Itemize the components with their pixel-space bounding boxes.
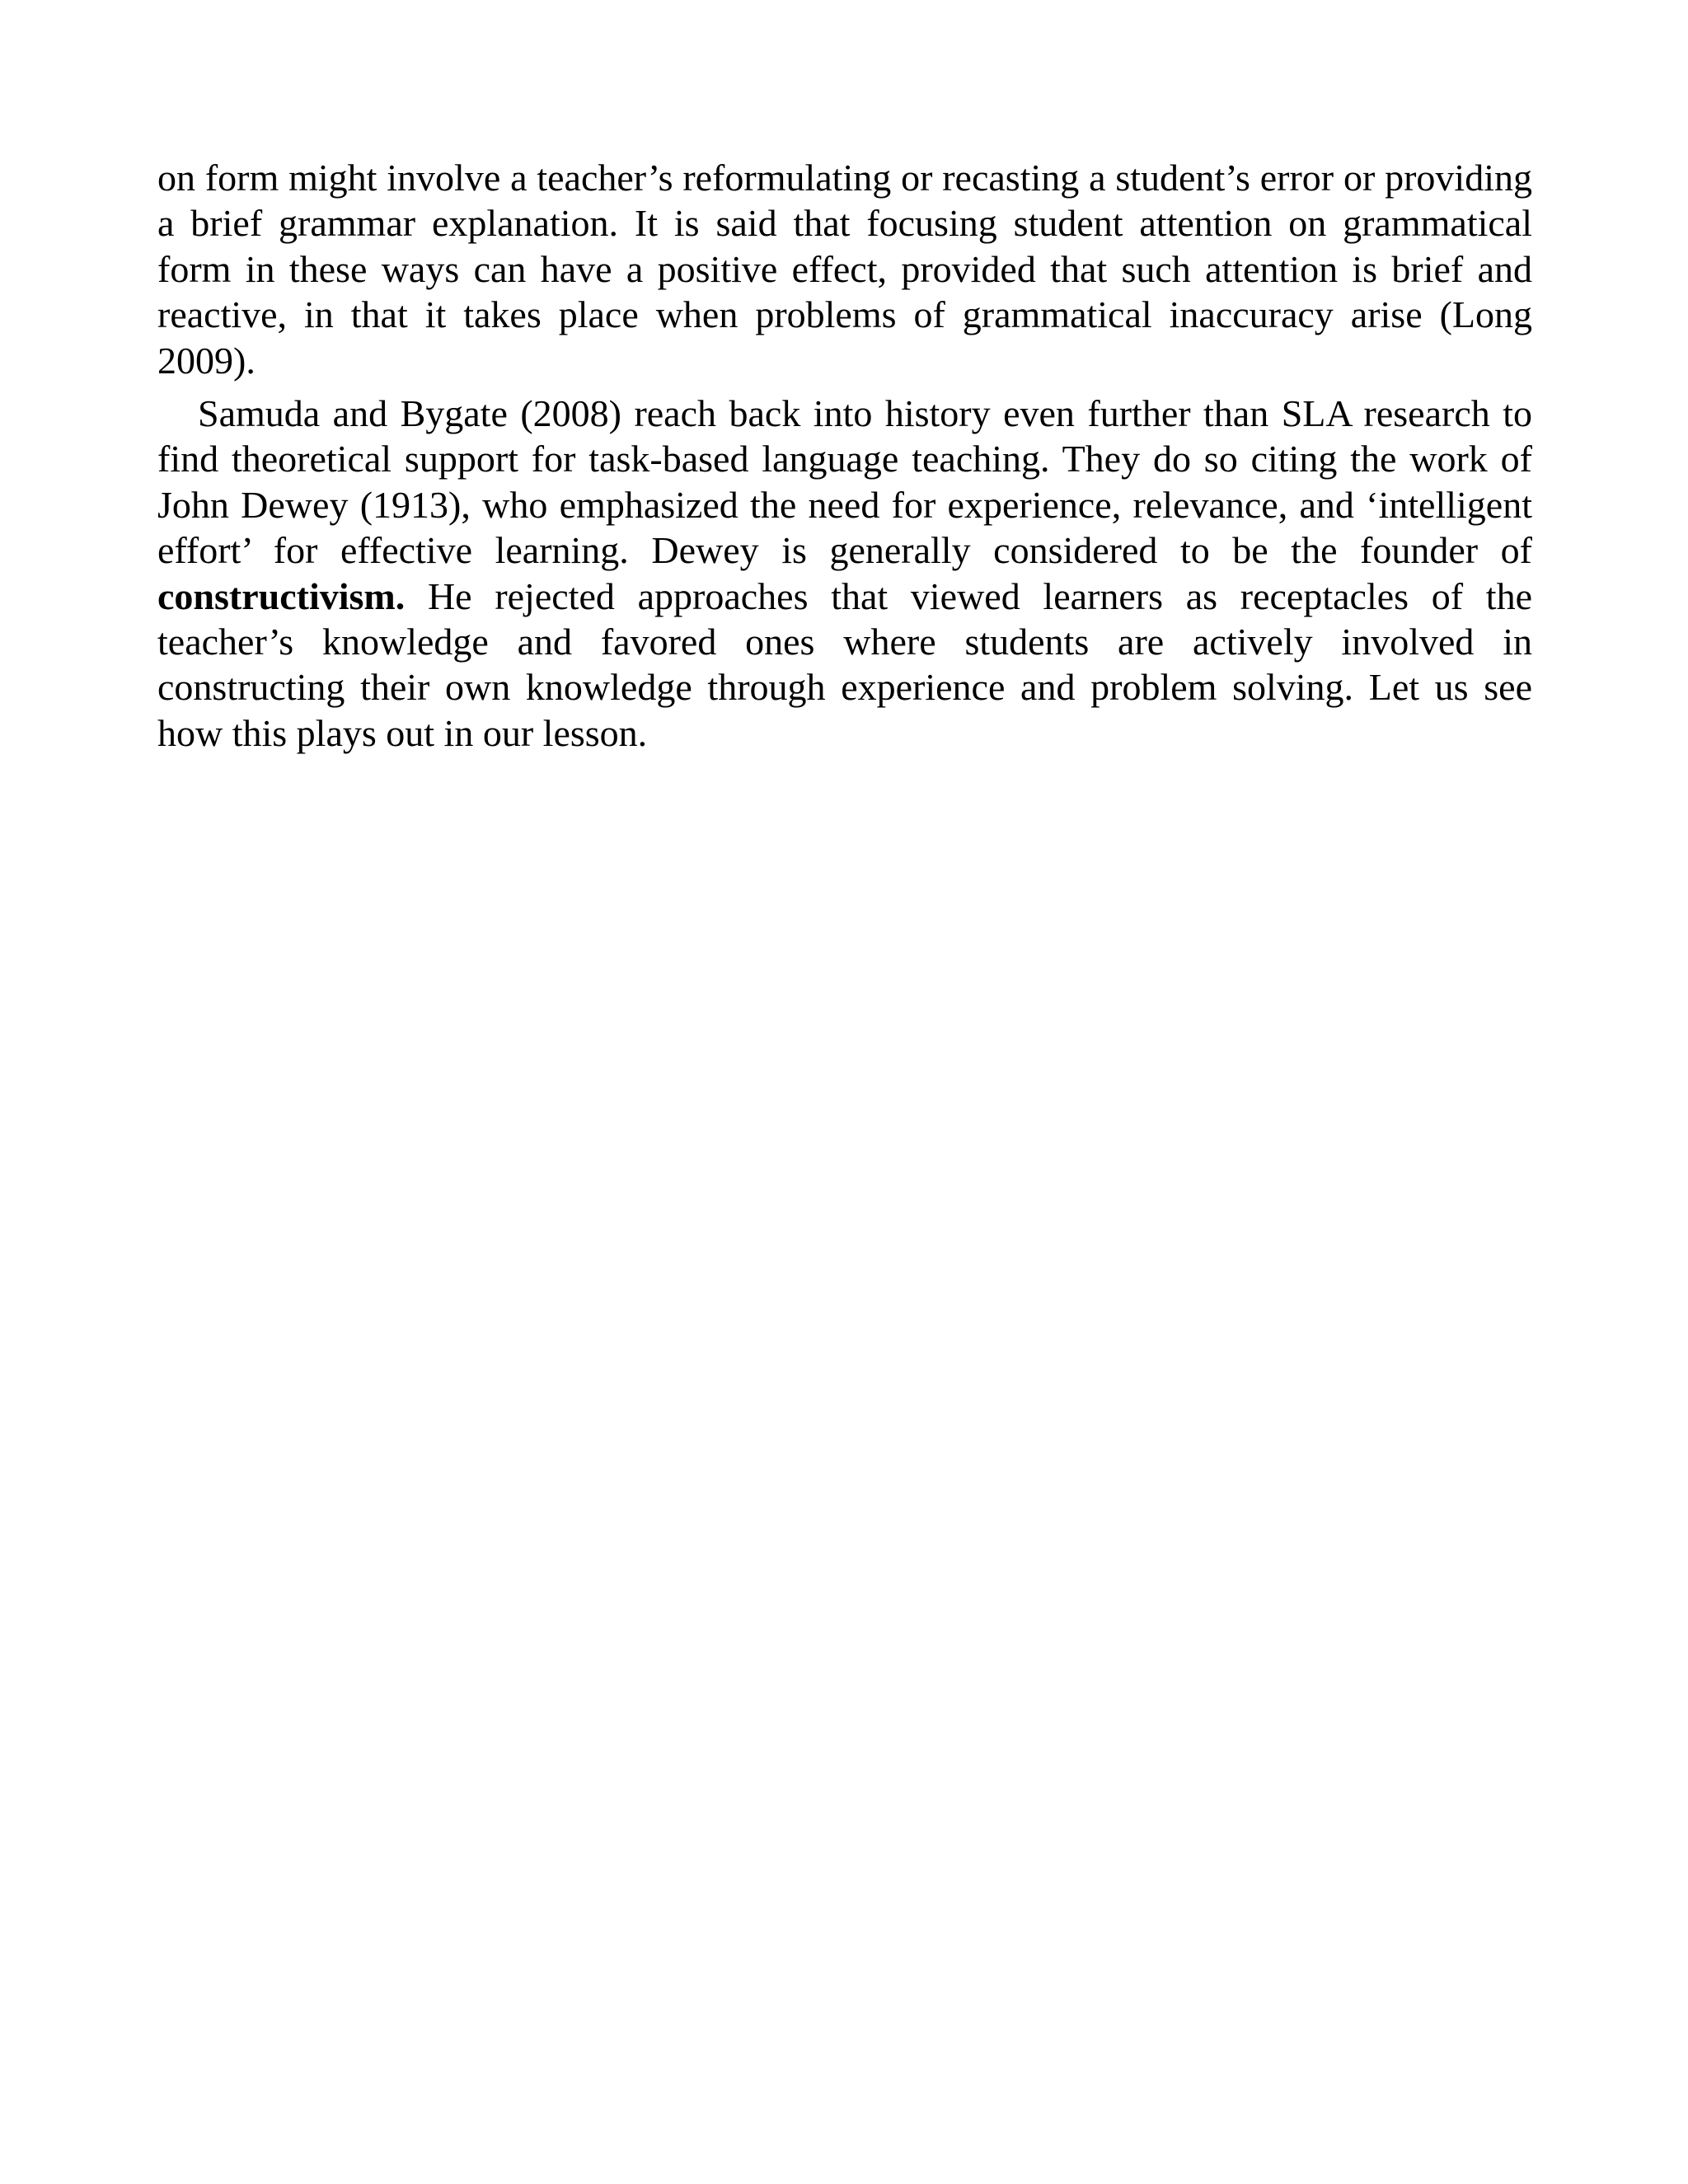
- term-constructivism: constructivism.: [157, 574, 406, 617]
- body-text: [157, 155, 1532, 756]
- paragraph-2-text-after: He rejected approaches that viewed learners as receptacles of the teacher’s knowledge and favored ones where students are actively involved in constructing their own knowledge through experience and problem solving. Let us see how this plays out in our lesson.: [157, 574, 1532, 754]
- paragraph-2: [157, 391, 1532, 756]
- paragraph-2-text-before: Samuda and Bygate (2008) reach back into history even further than SLA research to find theoretical support for task-based language teaching. They do so citing the work of John Dewey (1913), who emphasized the need for experience, relevance, and ‘intelligent effort’ for effective learning. Dewey is generally considered to be the founder of: [157, 392, 1532, 572]
- paragraph-1: on form might involve a teacher’s reformulating or recasting a student’s error or providing a brief grammar explanation. It is said that focusing student attention on grammatical form in these ways can have a positive effect, provided that such attention is brief and reactive, in that it takes place when problems of grammatical inaccuracy arise (Long 2009).: [157, 157, 1532, 382]
